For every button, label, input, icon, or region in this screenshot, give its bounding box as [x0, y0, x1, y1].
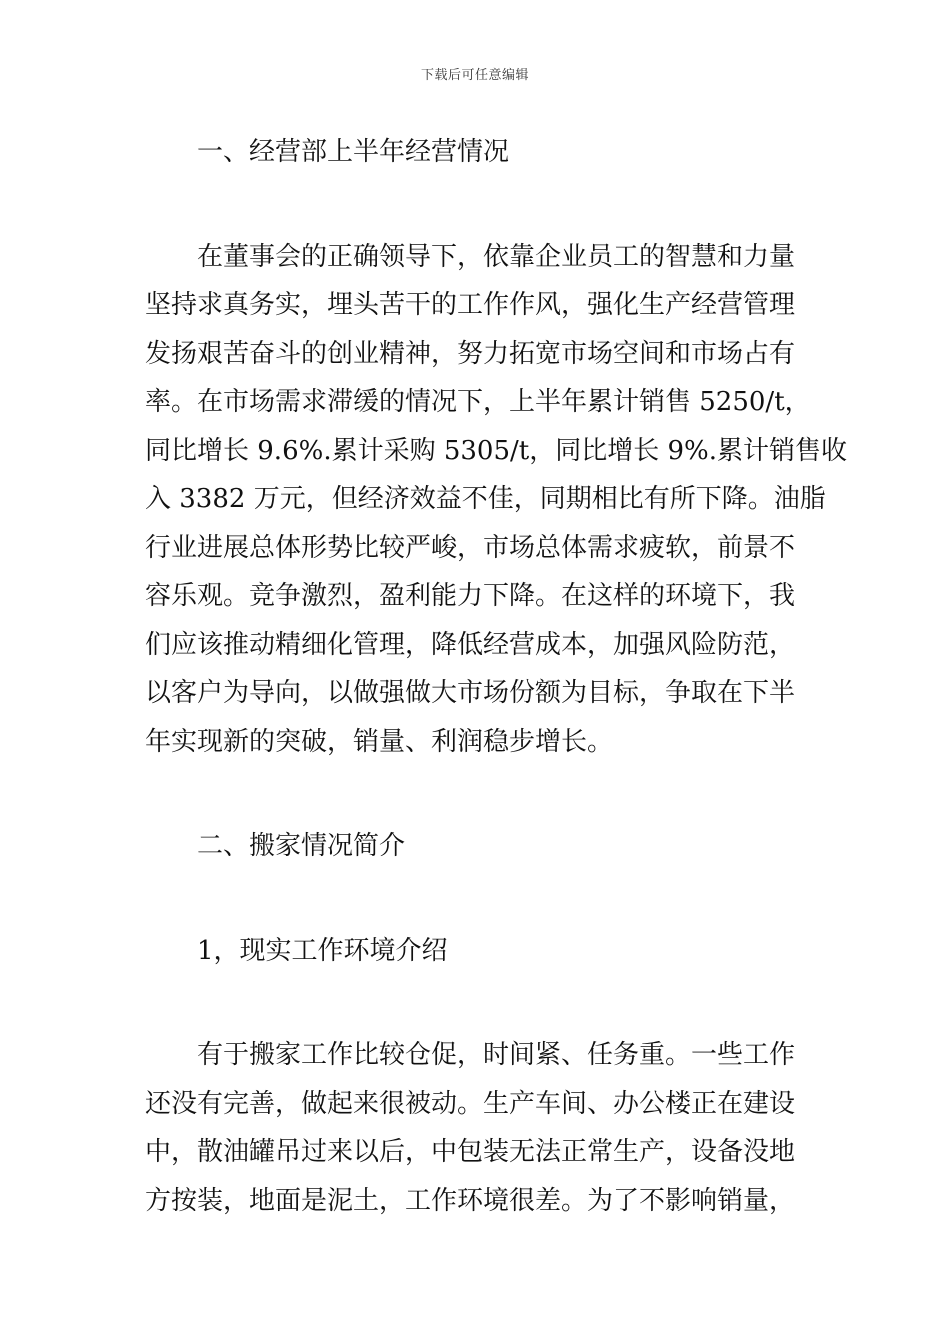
document-body	[145, 128, 848, 1225]
paragraph-relocation	[145, 1031, 807, 1225]
paragraph-line: 行业进展总体形势比较严峻，市场总体需求疲软，前景不	[145, 532, 796, 563]
paragraph-gap	[145, 766, 807, 822]
paragraph-line: 以客户为导向，以做强做大市场份额为目标，争取在下半	[145, 678, 796, 708]
paragraph-business-overview	[145, 233, 848, 767]
paragraph-line: 入 3382 万元，但经济效益不佳，同期相比有所下降。油脂	[145, 484, 826, 514]
paragraph-line: 在董事会的正确领导下，依靠企业员工的智慧和力量	[197, 241, 796, 272]
paragraph-line: 年实现新的突破，销量、利润稳步增长。	[145, 726, 614, 757]
paragraph-line: 方按装，地面是泥土，工作环境很差。为了不影响销量，	[145, 1185, 796, 1216]
paragraph-gap	[145, 975, 807, 1031]
page-header-note: 下载后可任意编辑	[420, 68, 529, 83]
section-heading-relocation: 二、搬家情况简介	[197, 831, 406, 861]
paragraph-line: 坚持求真务实，埋头苦干的工作作风，强化生产经营管理	[145, 290, 796, 320]
paragraph-gap	[145, 871, 807, 927]
paragraph-line: 有于搬家工作比较仓促，时间紧、任务重。一些工作	[197, 1040, 796, 1070]
paragraph-line: 发扬艰苦奋斗的创业精神，努力拓宽市场空间和市场占有	[145, 338, 796, 369]
paragraph-line: 中，散油罐吊过来以后，中包装无法正常生产，设备没地	[145, 1137, 796, 1167]
section-heading-business-overview: 一、经营部上半年经营情况	[197, 137, 510, 167]
paragraph-line: 率。在市场需求滞缓的情况下，上半年累计销售 5250/t，	[145, 387, 811, 417]
paragraph-line: 还没有完善，做起来很被动。生产车间、办公楼正在建设	[145, 1088, 796, 1119]
paragraph-line: 同比增长 9.6%.累计采购 5305/t，同比增长 9%.累计销售收	[145, 435, 848, 466]
paragraph-gap	[145, 177, 807, 233]
paragraph-line: 们应该推动精细化管理，降低经营成本，加强风险防范，	[145, 629, 796, 660]
subheading-work-environment: 1，现实工作环境介绍	[197, 935, 448, 966]
paragraph-line: 容乐观。竞争激烈，盈利能力下降。在这样的环境下，我	[145, 581, 796, 611]
